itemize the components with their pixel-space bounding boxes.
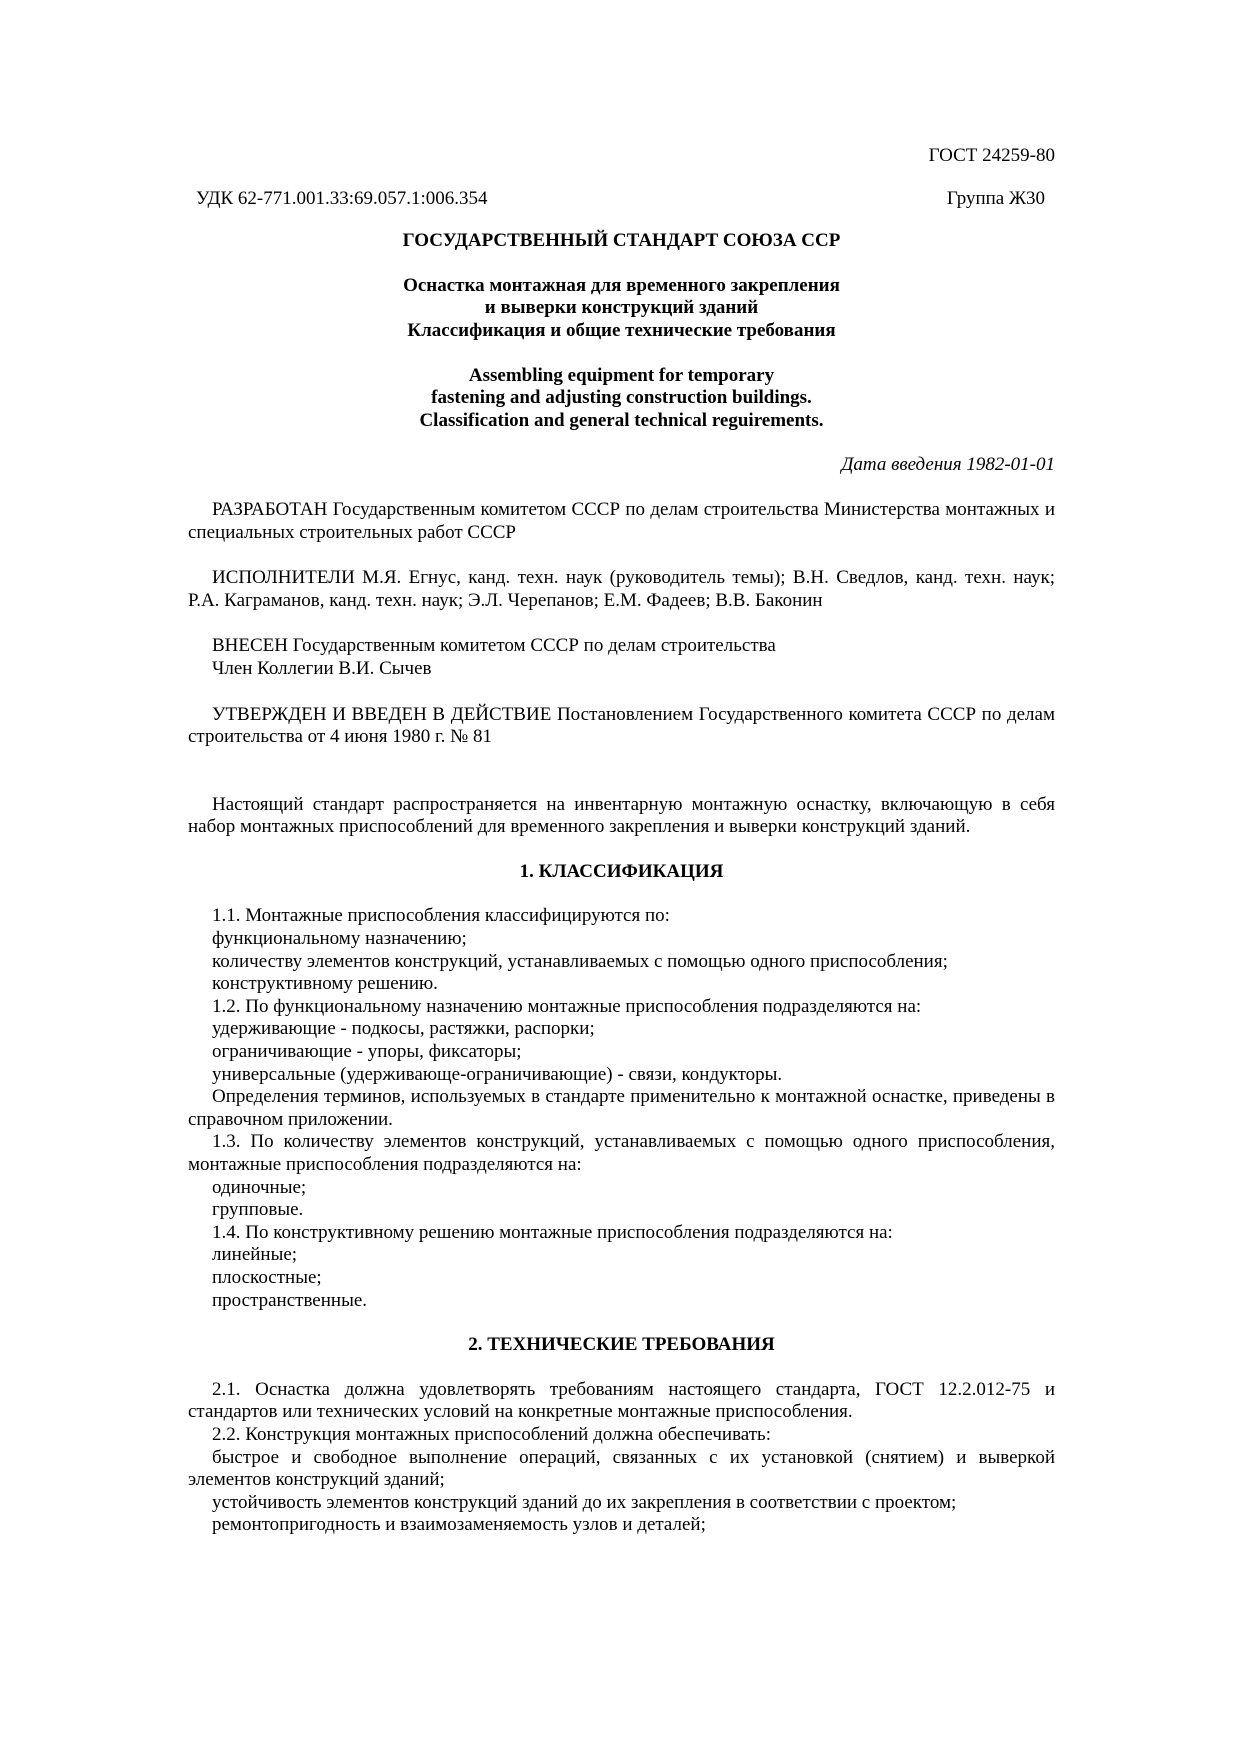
section-1-line: пространственные. — [212, 1289, 368, 1311]
section-1-line: групповые. — [212, 1199, 304, 1221]
section-2-line: устойчивость элементов конструкций зданий до их закрепления в соответствии с проектом; — [212, 1491, 957, 1513]
section-1-line: плоскостные; — [212, 1266, 322, 1288]
section-1-line: одиночные; — [212, 1176, 307, 1198]
russian-title-line: Оснастка монтажная для временного закрепления — [403, 274, 840, 296]
approved-paragraph: УТВЕРЖДЕН И ВВЕДЕН В ДЕЙСТВИЕ Постановлением Государственного комитета СССР по делам строительства от 4 июня 1980 г. № 81 — [188, 703, 1055, 748]
section-1-line: Определения терминов, используемых в стандарте применительно к монтажной оснастке, приведены в справочном приложении. — [188, 1086, 1055, 1130]
section-1-body — [188, 905, 1055, 1312]
section-2-line: ремонтопригодность и взаимозаменяемость узлов и деталей; — [212, 1514, 706, 1536]
collegium-member: Член Коллегии В.И. Сычев — [212, 657, 432, 679]
russian-title-line: и выверки конструкций зданий — [484, 297, 759, 319]
section-2-line: 2.2. Конструкция монтажных приспособлений должна обеспечивать: — [212, 1423, 771, 1445]
header-row — [188, 188, 1055, 211]
section-1-line: универсальные (удерживающе-ограничивающие) - связи, кондукторы. — [212, 1063, 783, 1085]
section-1-line: 1.3. По количеству элементов конструкций, устанавливаемых с помощью одного приспособления, монтажные приспособления подразделяются на: — [188, 1131, 1055, 1175]
section-1-line: 1.1. Монтажные приспособления классифицируются по: — [212, 905, 670, 927]
group-code: Группа Ж30 — [946, 187, 1045, 209]
developed-paragraph: РАЗРАБОТАН Государственным комитетом СССР по делам строительства Министерства монтажных и специальных строительных работ СССР — [188, 498, 1055, 543]
section-1-line: ограничивающие - упоры, фиксаторы; — [212, 1041, 522, 1063]
section-2-title: 2. ТЕХНИЧЕСКИЕ ТРЕБОВАНИЯ — [468, 1334, 775, 1356]
english-title-line: fastening and adjusting construction buildings. — [431, 387, 812, 409]
english-title — [188, 365, 1055, 433]
section-1-line: линейные; — [212, 1244, 298, 1266]
section-1-line: функциональному назначению; — [212, 928, 467, 950]
section-1-line: количеству элементов конструкций, устанавливаемых с помощью одного приспособления; — [212, 950, 948, 972]
section-1-line: 1.2. По функциональному назначению монтажные приспособления подразделяются на: — [212, 995, 922, 1017]
executors-paragraph: ИСПОЛНИТЕЛИ М.Я. Егнус, канд. техн. наук (руководитель темы); В.Н. Сведлов, канд. техн. наук; Р.А. Каграманов, канд. техн. наук; Э.Л. Черепанов; Е.М. Фадеев; В.В. Баконин — [188, 567, 1055, 611]
russian-title — [188, 275, 1055, 343]
english-title-line: Assembling equipment for temporary — [468, 364, 775, 386]
introduction-date: Дата введения 1982-01-01 — [841, 454, 1055, 476]
state-standard-title: ГОСУДАРСТВЕННЫЙ СТАНДАРТ СОЮЗА ССР — [402, 230, 841, 252]
scope-paragraph: Настоящий стандарт распространяется на инвентарную монтажную оснастку, включающую в себя набор монтажных приспособлений для временного закрепления и выверки конструкций зданий. — [188, 793, 1055, 838]
section-1-line: конструктивному решению. — [212, 973, 438, 995]
section-1-line: 1.4. По конструктивному решению монтажные приспособления подразделяются на: — [212, 1221, 893, 1243]
english-title-line: Classification and general technical reguirements. — [419, 409, 824, 431]
gost-number: ГОСТ 24259-80 — [928, 145, 1055, 166]
section-2-line: 2.1. Оснастка должна удовлетворять требованиям настоящего стандарта, ГОСТ 12.2.012-75 и стандартов или технических условий на конкретные монтажные приспособления. — [188, 1378, 1055, 1423]
section-1-title: 1. КЛАССИФИКАЦИЯ — [519, 860, 724, 882]
introduced-paragraph: ВНЕСЕН Государственным комитетом СССР по делам строительства — [212, 635, 776, 657]
section-2-line: быстрое и свободное выполнение операций, связанных с их установкой (снятием) и выверкой элементов конструкций зданий; — [188, 1446, 1055, 1491]
udk-code: УДК 62-771.001.33:69.057.1:006.354 — [196, 187, 488, 209]
russian-title-line: Классификация и общие технические требования — [407, 319, 836, 341]
section-2-body — [188, 1379, 1055, 1537]
section-1-line: удерживающие - подкосы, растяжки, распорки; — [212, 1018, 595, 1040]
